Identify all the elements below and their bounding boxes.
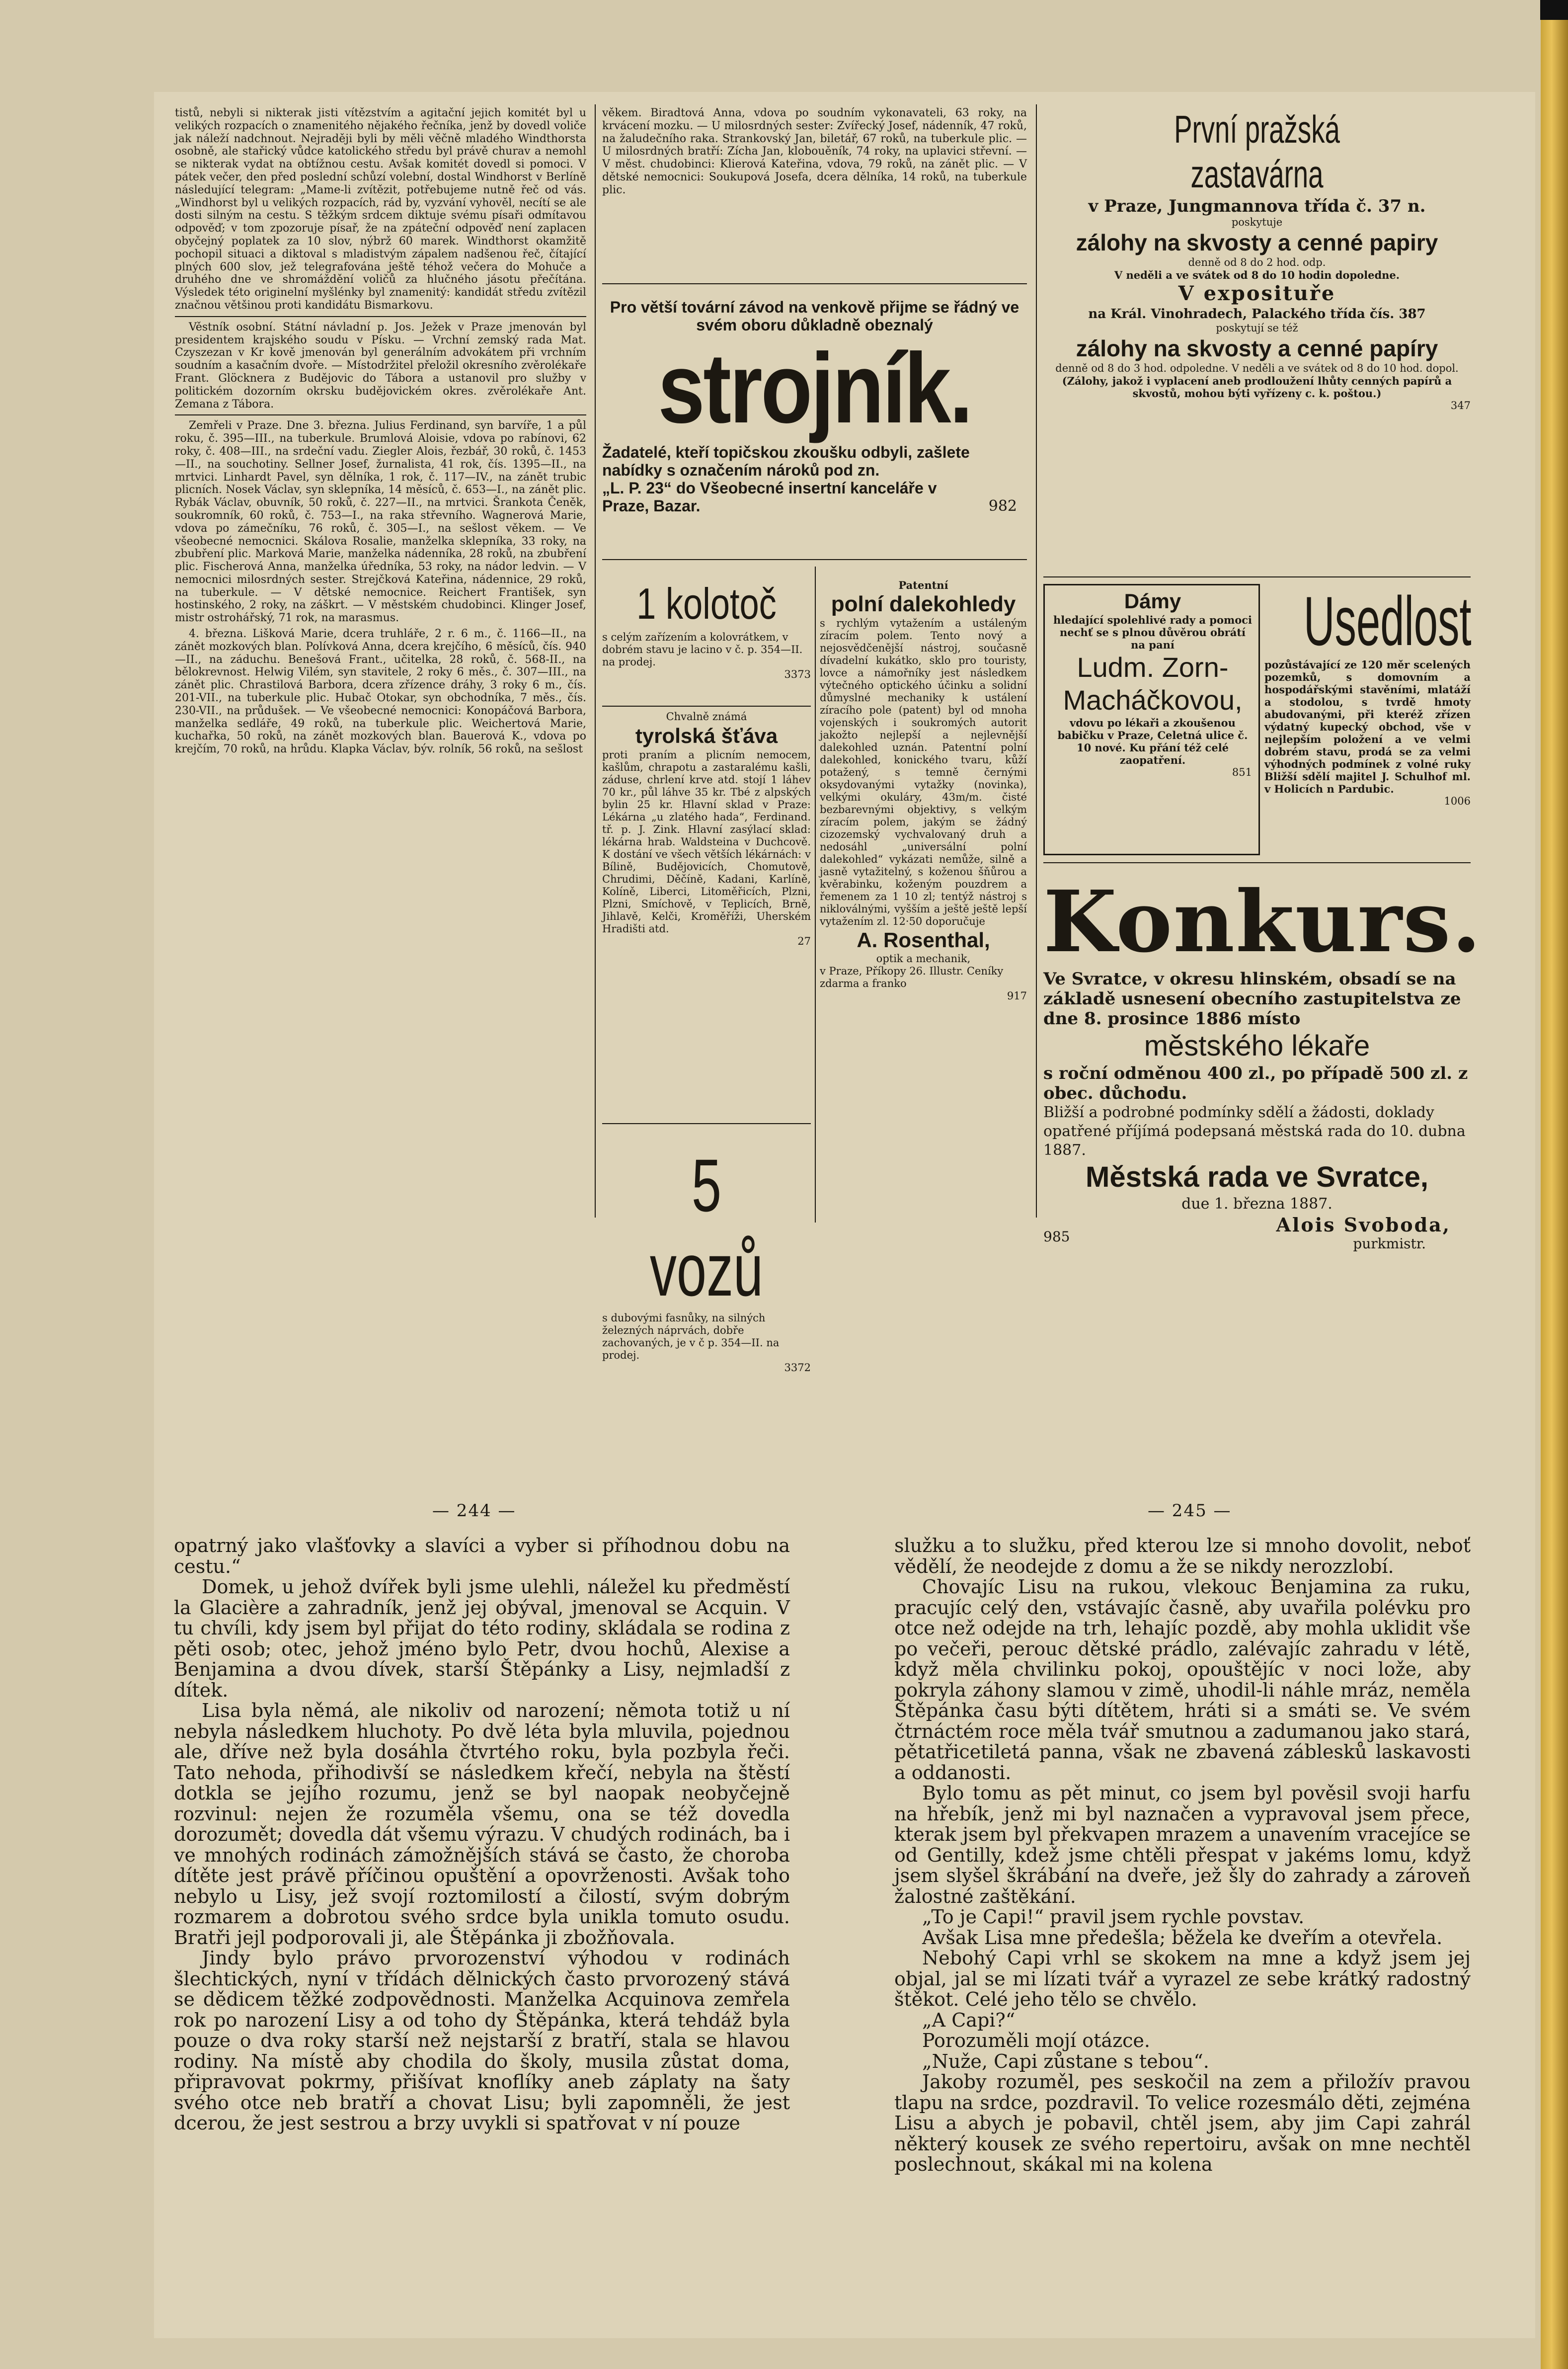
ad-dalekohledy-address: v Praze, Příkopy 26. Illustr. Ceníky zdarma a franko <box>820 965 1004 989</box>
ad-divider <box>1043 862 1471 863</box>
story-paragraph: „Nuže, Capi zůstane s tebou“. <box>922 2050 1209 2072</box>
ad-zastavarna-exposition: V exposituře <box>1178 282 1336 305</box>
ad-divider <box>1043 576 1471 577</box>
ad-usedlost <box>1264 584 1471 808</box>
ad-usedlost-number: 1006 <box>1444 795 1471 807</box>
ad-zastavarna <box>1043 107 1471 412</box>
ad-stava-title: tyrolská šťáva <box>635 724 778 747</box>
ad-damy-desc: vdovu po lékaři a zkoušenou babičku v Praze, Celetná ulice č. 10 nové. Ku přání též celé zaopatření. <box>1057 717 1248 766</box>
ad-konkurs <box>1043 872 1482 1253</box>
story-paragraph: Bylo tomu as pět minut, co jsem byl pověsil svoji harfu na hřebík, jenž mi byl naznačen a vypravoval jsem přece, kterak jsem byl překvapen mrazem a unavením vracejíce se od Gentilly, kdež jsme chtěli přespat v jakéms lomu, když jsem slyšel škrábání na dveře, jež šly do zahrady a zároveň žalostné zaštěkání. <box>894 1782 1471 1907</box>
ad-stava-number: 27 <box>797 935 811 947</box>
ad-damy-body: hledající spolehlivé rady a pomoci nechť se s plnou důvěrou obrátí na paní <box>1053 614 1252 651</box>
ad-damy-name: Ludm. Zorn-Macháčkovou, <box>1063 652 1243 716</box>
page-corner-shadow <box>1540 0 1568 20</box>
ad-damy <box>1053 589 1252 779</box>
ad-kolotoc-title: 1 kolotoč <box>636 579 777 628</box>
ad-konkurs-role: purkmistr. <box>1353 1235 1426 1252</box>
ad-divider <box>602 1123 811 1124</box>
ad-konkurs-title: Konkurs. <box>1043 872 1482 972</box>
story-paragraph: Domek, u jehož dvířek byli jsme ulehli, náležel ku předměstí la Glacière a zahradník, jenž jej obýval, jmenoval se Acquin. V tu chvíli, kdy jsem byl přijat do této rodiny, skládala se rodina z pěti osob; otec, jehož jméno bylo Petr, dvou hochů, Alexise a Benjamina a dvou dívek, starší Štěpánky a Lisy, nejmladší z dítek. <box>174 1576 790 1701</box>
article-zemreli: Zemřeli v Praze. Dne 3. března. Julius Ferdinand, syn barvíře, 1 a půl roku, č. 395—III., na tuberkule. Brumlová Aloisie, vdova po rabínovi, 62 roky, č. 408—III., na srdeční vadu. Ziegler Alois, řezbář, 30 roků, č. 1453—II., na souchotiny. Sellner Josef, žurnalista, 41 rok, čís. 1395—II., na mrtvici. Linhardt Pavel, syn dělníka, 1 rok, č. 117—IV., na zánět trubic plicních. Nosek Václav, syn sklepníka, 14 měsíců, č. 653—I., na zánět plic. Rybák Václav, obuvník, 50 roků, č. 227—II., na mrtvici. Šrankota Čeněk, soukromník, 60 roků, č. 753—I., na raka střevního. Wagnerová Marie, vdova po zámečníku, 76 roků, č. 305—I., na sešlost věkem. — Ve všeobecné nemocnici. Skálova Rosalie, manželka sklepníka, 33 roky, na zbubření plic. Marková Marie, manželka nádenníka, 28 roků, na zbubření plic. Fischerová Anna, manželka úředníka, 53 roky, na nádor ledvin. — V nemocnici milosrdných sester. Strejčková Kateřina, nádennice, 29 roků, na tuberkule. — V dětské nemocnice. Reichert František, syn hostinského, 2 roky, na záškrt. — V městském chudobinci. Klinger Josef, mistr ostrohářský, 71 rok, na marasmus. <box>175 419 586 625</box>
ad-divider <box>602 283 1027 284</box>
ad-damy-title: Dámy <box>1124 589 1181 613</box>
ad-strojnik-code: „L. P. 23“ do Všeobecné insertní kanceláře v Praze, Bazar. <box>602 479 937 515</box>
column-divider <box>175 316 586 317</box>
story-paragraph: „A Capi?“ <box>922 2009 1016 2031</box>
vertical-rule <box>595 104 596 1218</box>
ad-zastavarna-address: v Praze, Jungmannova třída č. 37 n. <box>1088 196 1426 216</box>
ad-zastavarna-note: (Zálohy, jakož i vyplacení aneb prodloužení lhůty cenných papírů a skvostů, mohou býti vyřízeny c. k. poštou.) <box>1062 375 1452 400</box>
ad-zastavarna-number: 347 <box>1450 400 1471 411</box>
ad-zastavarna-head2: zálohy na skvosty a cenné papíry <box>1076 335 1438 361</box>
vertical-rule <box>815 567 816 1223</box>
story-left-page <box>174 1536 790 2134</box>
story-paragraph: služku a to služku, před kterou lze si mnoho dovolit, neboť vědělí, že neodejde z domu a že se nikdy nerozzlobí. <box>894 1535 1471 1577</box>
ad-strojnik <box>602 298 1027 515</box>
ad-divider <box>602 706 811 707</box>
ad-kolotoc-number: 3373 <box>784 668 811 680</box>
ad-dalekohledy-number: 917 <box>1007 990 1027 1002</box>
story-paragraph: Jakoby rozuměl, pes seskočil na zem a přiložív pravou tlapu na srdce, pozdravil. To velice rozesmálo děti, zejména Lisu a abych je pobavil, chtěl jsem, aby jim Capi zahrál některý kousek ze svého repertoiru, avšak on mne nechtěl poslechnout, skákal mi na kolena <box>894 2071 1471 2175</box>
ad-usedlost-title: Usedlost <box>1303 582 1472 660</box>
ad-vozu-number: 3372 <box>784 1362 811 1374</box>
ad-strojnik-number: 982 <box>988 497 1017 515</box>
story-paragraph: Avšak Lisa mne předešla; běžela ke dveřím a otevřela. <box>922 1926 1443 1949</box>
article-zemreli-continued: věkem. Biradtová Anna, vdova po soudním vykonavateli, 63 roky, na krvácení mozku. — U milosrdných sester: Zvířecký Josef, nádenník, 47 roků, na žaludečního raka. Strankovský Jan, biletář, 67 roků, na tuberkule plic. — U milosrdných bratří: Zícha Jan, klobouěník, 74 roky, na uplavici střevní. — V měst. chudobinci: Klierová Kateřina, vdova, 79 roků, na zánět plic. — V dětské nemocnici: Soukupová Josefa, dcera dělníka, 14 roků, na tuberkule plic. <box>602 107 1027 196</box>
ad-zastavarna-hours1: denně od 8 do 2 hod. odp. <box>1188 256 1326 268</box>
ad-strojnik-title: strojník. <box>658 333 971 444</box>
story-right-page <box>894 1536 1471 2175</box>
story-paragraph: Lisa byla němá, ale nikoliv od narození; němota totiž u ní nebyla následkem hluchoty. Po dvě léta byla mluvila, pojednou ale, dříve než byla dosáhla čtvrtého roku, byla pozbyla řeči. Tato nehoda, přihodivší se následkem křečí, nebyla na štěstí dotkla se jejího rozumu, jenž se byl naopak neobyčejně rozvinul: nejen že rozuměla všemu, ona se též dovedla dorozumět; dovedla dát všemu výrazu. V chudých rodinách, ba i ve mnohých rodinách zámožnějších stává se často, že choroba dítěte jest právě příčinou opuštění a opovrženosti. Avšak toho nebylo u Lisy, jež svojí roztomilostí a čilostí, svým dobrým rozmarem a dobrotou svého srdce byla unikla tomuto osudu. Bratři jejl podporovali ji, ale Štěpánka ji zbožňovala. <box>174 1700 790 1949</box>
ad-konkurs-signature: Městská rada ve Svratce, <box>1086 1161 1428 1193</box>
story-paragraph: Chovajíc Lisu na rukou, vlekouc Benjamina za ruku, pracujíc celý den, vstávajíc časně, aby uvařila polévku pro otce než odejde na trh, lehajíc pozdě, aby mohla uklidit vše po večeři, perouc dětské prádlo, zalévajíc zahradu v létě, když měla chvilinku pokoj, opouštějíc v noci lože, aby pokryla záhony slamou v zimě, uhodil-li náhle mráz, neměla Štěpánka času býti dítětem, hráti si a smáti se. Ve svém čtrnáctém roce měla tvář smutnou a zadumanou jako stará, pětatřicetiletá panna, však ne zbavená záblesků laskavosti a oddanosti. <box>894 1576 1471 1784</box>
ad-kolotoc-body: s celým zařízením a kolovrátkem, v dobrém stavu je lacino v č. p. 354—II. na prodej. <box>602 631 803 668</box>
ad-konkurs-body2: s roční odměnou 400 zl., po případě 500 zl. z obec. důchodu. <box>1043 1063 1468 1103</box>
column-divider <box>175 414 586 415</box>
ad-dalekohledy <box>820 579 1027 1002</box>
news-column-1 <box>175 107 586 759</box>
story-paragraph: „To je Capi!“ pravil jsem rychle povstav. <box>922 1906 1305 1928</box>
ad-stava-intro: Chvalně známá <box>666 711 747 723</box>
ad-5-vozu <box>602 1143 811 1374</box>
ad-vozu-body: s dubovými fasnůky, na silných železných náprvách, dobře zachovaných, je v č p. 354—II. na prodej. <box>602 1312 780 1361</box>
article-windthorst: tistů, nebyli si nikterak jisti vítězstvím a agitační jejich komitét byl u velikých rozpacích o znamenitého nějakého řečníka, jenž by dovedl voliče jak náleží nadchnout. Nejraději byli by měli věčně mladého Windthorsta osobně, ale stařický vůdce katolického středu byl právě churav a nemohl se nikterak vydat na obtížnou cestu. Avšak komitét dovedl si pomoci. V pátek večer, den před poslední schůzí volební, dostal Windhorst v Berlíně následující telegram: „Mame-li zvítězit, potřebujeme nutně řeč od vás. „Windhorst byl u velikých rozpacích, rád by, vyzvání vyhověl, necítí se ale dosti silným na cestu. S těžkým srdcem diktuje svému písaři odmítavou odpověď; v tom zpozoruje písař, že na zpáteční odpověď není zaplacen obyčejný poplatek za 10 slov, nýbrž 60 marek. Windthorst okamžitě pochopil situaci a diktoval s mladistvým zápalem nadšenou řeč, čítající plných 600 slov, jež telegrafována ještě téhož večera do Mohuče a druhého dne ve shromáždění voličů za hlučného jásotu přečítána. Výsledek této originelní myšlénky byl znamenitý: kandidát středu zvítězil značnou většinou proti kandidátu Bismarkovu. <box>175 107 586 312</box>
article-zemreli-4-brezna: 4. března. Lišková Marie, dcera truhláře, 2 r. 6 m., č. 1166—II., na zánět mozkových blan. Polívková Anna, dcera krejčího, 6 měsíců, čís. 940—II., na záduchu. Benešová Frant., učitelka, 28 roků, č. 568-II., na bělokrevnost. Helwig Vilém, syn stavitele, 2 roky 6 měs., č. 307—III., na zánět plic. Chrastilová Barbora, dcera zřízence dráhy, 3 roky 6 m., čís. 201-VII., na tuberkule plic. Hubač Otokar, syn obchodníka, 7 měs., čís. 230-VII., na průdušek. — Ve všeobecné nemocnici: Konopáčová Barbora, manželka sedláře, 49 roků, na tuberkule plic. Weichertová Marie, kuchařka, 50 roků, na zánět mozkových blan. Bauerová K., vdova po krejčím, 70 roků, na hrůdu. Klapka Václav, býv. rolník, 56 roků, na sešlost <box>175 628 586 756</box>
gilded-page-edge <box>1541 0 1568 2369</box>
ad-damy-number: 851 <box>1232 766 1252 778</box>
ad-zastavarna-title: První pražská zastavárna <box>1174 107 1340 196</box>
ad-strojnik-intro: Pro větší tovární závod na venkově přijme se řádný ve svém oboru důkladně obeznalý <box>610 298 1019 334</box>
vertical-rule <box>1036 104 1037 1218</box>
ad-zastavarna-poskytuje: poskytuje <box>1231 216 1283 228</box>
ad-tyrolska-stava <box>602 711 811 948</box>
article-vestnik-osobni: Věstník osobní. Státní návladní p. Jos. Ježek v Praze jmenován byl presidentem krajského soudu v Písku. — Vrchní zemský rada Mat. Czyszezan v Kr kově jmenován byl generálním advokátem při vrchním soudním a kasačním dvoře. — Místodržitel přeložil okresního zvěrolékaře Frant. Glöcknera z Budějovic do Tábora a ustanovil pro služby v politickém dozorním okrsku budějovickém okres. zvěrolékaře Ant. Zemana z Tábora. <box>175 321 586 410</box>
page-number-245: — 245 — <box>1148 1501 1232 1521</box>
news-column-2 <box>602 107 1027 200</box>
ad-dalekohledy-intro: Patentní <box>898 579 948 591</box>
ad-konkurs-date: due 1. března 1887. <box>1181 1195 1333 1213</box>
ad-zastavarna-hours2: denně od 8 do 3 hod. odpoledne. V neděli a ve svátek od 8 do 10 hod. dopol. <box>1055 362 1459 374</box>
ad-zastavarna-sunday: V neděli a ve svátek od 8 do 10 hodin dopoledne. <box>1114 269 1400 281</box>
ad-konkurs-body3: Bližší a podrobné podmínky sdělí a žádosti, doklady opatřené příjímá podepsaná městská rada do 10. dubna 1887. <box>1043 1104 1466 1159</box>
ad-stava-body: proti praním a plicním nemocem, kašlům, chrapotu a zastaralému kašli, záduse, chrlení krve atd. stojí 1 láhev 70 kr., půl láhve 35 kr. Tbé z alpských bylin 25 kr. Hlavní sklad v Praze: Lékárna „u zlatého hada“, Ferdinand. tř. p. J. Zink. Hlavní zasýlací sklad: lékárna hrab. Waldsteina v Duchcově. K dostání ve všech větších lékárnách: v Bílině, Budějovicích, Chomutově, Chrudimi, Děčíně, Kadani, Karlíně, Kolíně, Liberci, Litoměřicích, Plzni, Plzni, Smíchově, v Teplicích, Brně, Jihlavě, Kelči, Kroměříži, Uherském Hradišti atd. <box>602 749 811 935</box>
ad-dalekohledy-body: s rychlým vytažením a ustáleným zíracím polem. Tento nový a nejosvědčenější nástroj, současně dívadelní kukátko, sklo pro touristy, lovce a námořníky jest následkem výtečného optického účinku a solidní důmyslné mechaniky k ustálení zíracího pole (patent) byl od mnoha vojenských i soukromých autorit jakožto nejlepší a nejlevnější dalekohled uznán. Patentní polní dalekohled, konického tvaru, kůží potažený, s temně černými oksydovanými vytažky (novinka), velkými okuláry, 43m/m. čisté bezbarevnými objektivy, s velkým zíracím polem, jakým se žádný cizozemský vychvalovaný druh a nedosáhl „universální polní dalekohled“ vykázati nemůže, silně a jasně vytažitelný, s koženou šňůrou a kvěrabinku, koženým pouzdrem a řemenem za 1 10 zl; tentýž nástroj s nikloválnými, vyšším a ještě ještě lepší vytažením zl. 12·50 doporučuje <box>820 617 1027 927</box>
story-paragraph: Nebohý Capi vrhl se skokem na mne a když jsem jej objal, jal se mi lízati tvář a vyrazel ze sebe krátký radostný štěkot. Celé jeho tělo se chvělo. <box>894 1947 1471 2010</box>
ad-zastavarna-address2: na Král. Vinohradech, Palackého třída čís. 387 <box>1088 307 1426 322</box>
story-paragraph: Porozuměli mojí otázce. <box>922 2030 1150 2051</box>
ad-dalekohledy-name: A. Rosenthal, <box>857 928 990 952</box>
ad-konkurs-number: 985 <box>1043 1228 1070 1245</box>
ad-vozu-title: 5 vozů <box>649 1144 764 1311</box>
ad-dalekohledy-role: optik a mechanik, <box>876 953 971 965</box>
ad-strojnik-body: Žadatelé, kteří topičskou zkoušku odbyli, zašlete nabídky s označením nároků pod zn. <box>602 443 970 479</box>
story-paragraph: opatrný jako vlašťovky a slavíci a vyber si příhodnou dobu na cestu.“ <box>174 1535 790 1577</box>
ad-konkurs-name: Alois Svoboda, <box>1276 1214 1451 1236</box>
page-number-244: — 244 — <box>432 1501 516 1521</box>
ad-usedlost-body: pozůstávající ze 120 měr scelených pozemků, s domovním a hospodářskými stavěními, mlatáží a stodolou, s tvrdě hmoty abudovanými, při kteréž zřízen výdatný kupecký obchod, vše v nejlepším položení a ve velmi dobrém stavu, prodá se za velmi výhodných podmínek z volné ruky Bližší sdělí majitel J. Schulhof ml. v Holicích n Pardubic. <box>1264 658 1471 795</box>
ad-konkurs-body1: Ve Svratce, v okresu hlinském, obsadí se na základě usnesení obecního zastupitelstva ze dne 8. prosince 1886 místo <box>1043 969 1461 1029</box>
story-paragraph: Jindy bylo právo prvorozenství výhodou v rodinách šlechtických, nyní v třídách dělnických často prvorozený stává se dědicem těžké zodpovědnosti. Manželka Acquinova zemřela rok po narození Lisy a od toho dy Štěpánka, která tehdáž byla pouze o dva roky starší než nejstarší z bratří, stala se hlavou rodiny. Na místě aby chodila do školy, musila zůstat doma, připravovat pokrmy, přišívat knoflíky aneb záplaty na šaty svého otce neb bratří a chovat Lisu; byli zapomněli, že jest dcerou, že jest sestrou a brzy uvykli si spatřovat v ní pouze <box>174 1947 790 2134</box>
ad-konkurs-head: městského lékaře <box>1144 1030 1370 1062</box>
ad-dalekohledy-title: polní dalekohledy <box>831 592 1016 616</box>
ad-kolotoc <box>602 576 811 681</box>
ad-zastavarna-head1: zálohy na skvosty a cenné papiry <box>1076 230 1438 255</box>
ad-zastavarna-poskytuji: poskytují se též <box>1216 322 1298 334</box>
ad-divider <box>602 559 1027 560</box>
